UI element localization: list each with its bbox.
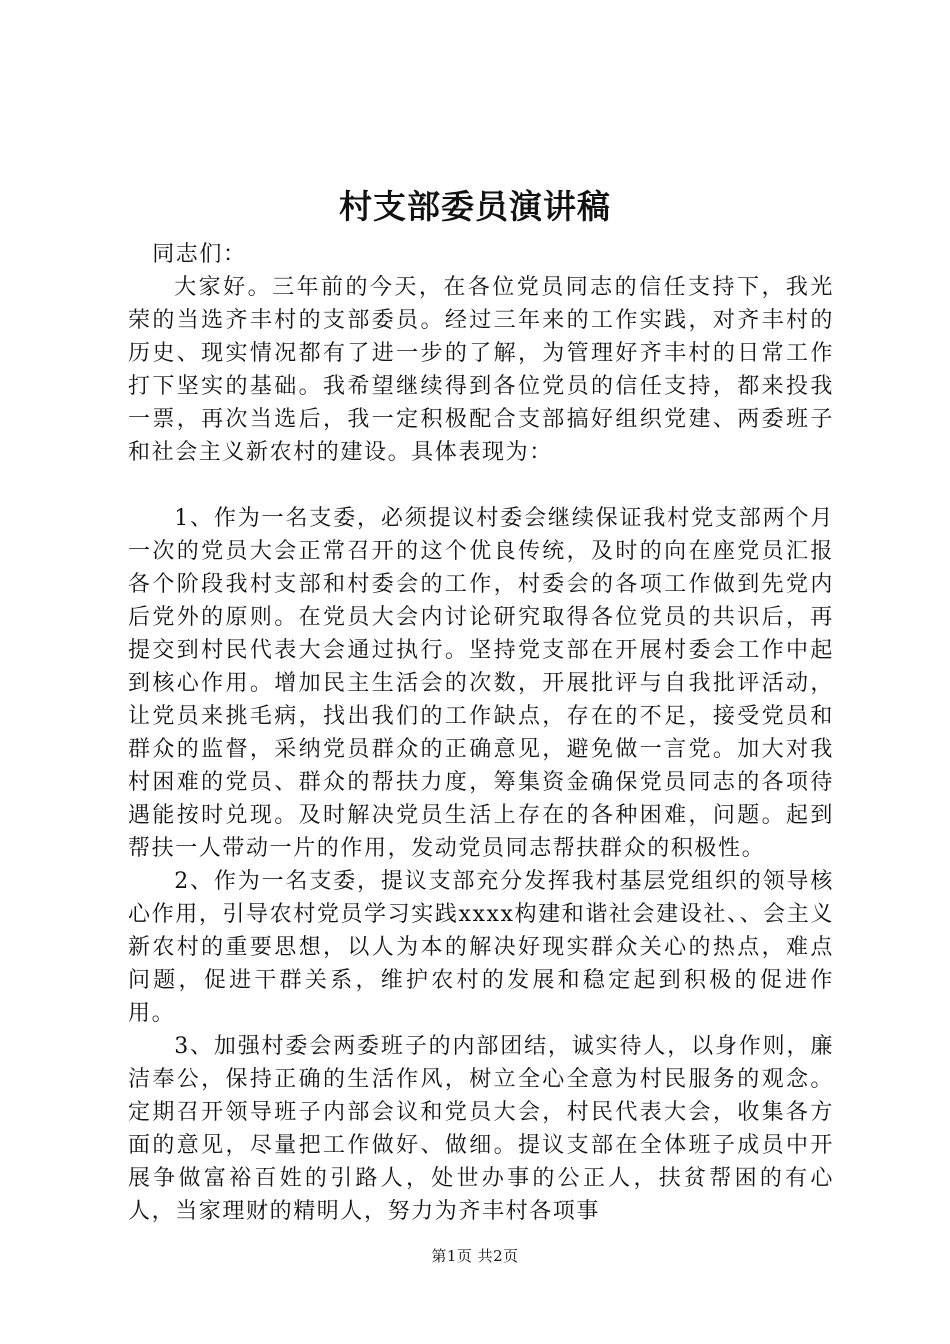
paragraph-point-2: 2、作为一名支委，提议支部充分发挥我村基层党组织的领导核心作用，引导农村党员学习实践xxxx构建和谐社会建设社、、会主义新农村的重要思想，以人为本的解决好现实群众关心的热点，难点问题，促进干群关系，维护农村的发展和稳定起到积极的促进作用。: [128, 869, 834, 1026]
paragraph-intro: 大家好。三年前的今天，在各位党员同志的信任支持下，我光荣的当选齐丰村的支部委员。经过三年来的工作实践，对齐丰村的历史、现实情况都有了进一步的了解，为管理好齐丰村的日常工作打下坚实的基础。我希望继续得到各位党员的信任支持，都来投我一票，再次当选后，我一定积极配合支部搞好组织党建、两委班子和社会主义新农村的建设。具体表现为：: [128, 275, 834, 465]
salutation: 同志们：: [152, 242, 247, 267]
paragraph-point-1: 1、作为一名支委，必须提议村委会继续保证我村党支部两个月一次的党员大会正常召开的这个优良传统，及时的向在座党员汇报各个阶段我村支部和村委会的工作，村委会的各项工作做到先党内后党外的原则。在党员大会内讨论研究取得各位党员的共识后，再提交到村民代表大会通过执行。坚持党支部在开展村委会工作中起到核心作用。增加民主生活会的次数，开展批评与自我批评活动，让党员来挑毛病，找出我们的工作缺点，存在的不足，接受党员和群众的监督，采纳党员群众的正确意见，避免做一言党。加大对我村困难的党员、群众的帮扶力度，筹集资金确保党员同志的各项待遇能按时兑现。及时解决党员生活上存在的各种困难，问题。起到帮扶一人带动一片的作用，发动党员同志帮扶群众的积极性。: [128, 506, 834, 861]
paragraph-point-3: 3、加强村委会两委班子的内部团结，诚实待人，以身作则，廉洁奉公，保持正确的生活作风，树立全心全意为村民服务的观念。定期召开领导班子内部会议和党员大会，村民代表大会，收集各方面的意见，尽量把工作做好、做细。提议支部在全体班子成员中开展争做富裕百姓的引路人，处世办事的公正人，扶贫帮困的有心人，当家理财的精明人，努力为齐丰村各项事: [128, 1034, 834, 1224]
document-title: 村支部委员演讲稿: [339, 187, 611, 226]
page-number-footer: 第1页 共2页: [431, 1247, 519, 1265]
document-body: [128, 238, 834, 1228]
